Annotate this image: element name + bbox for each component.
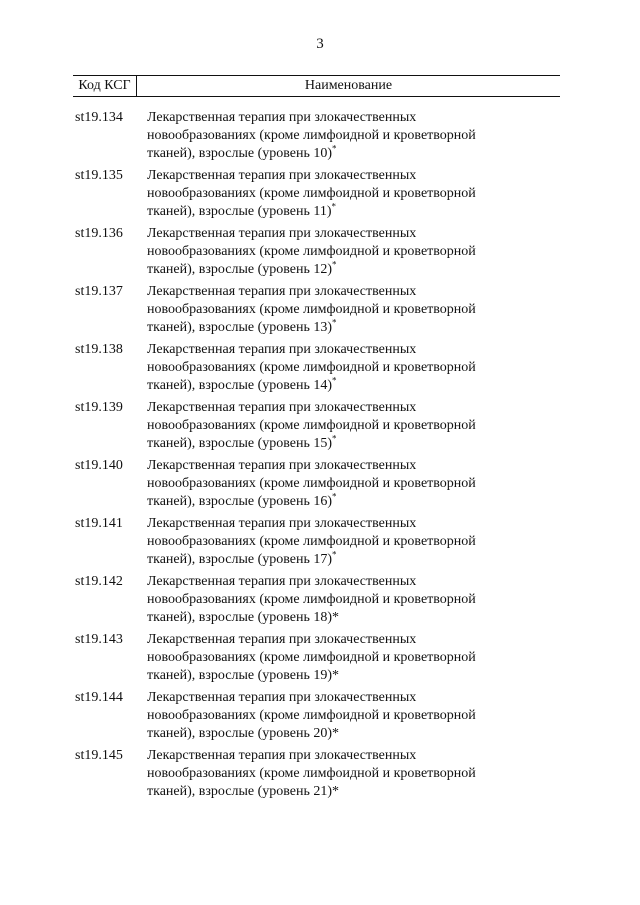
header-code: Код КСГ: [73, 76, 137, 96]
ksg-name-line: [147, 243, 537, 261]
ksg-name-text: тканей), взрослые (уровень 18): [147, 610, 333, 625]
ksg-name-text: новообразованиях (кроме лимфоидной и кроветворной: [147, 708, 476, 723]
footnote-mark: *: [332, 549, 337, 560]
table-row: [73, 167, 560, 225]
ksg-name-line: [147, 145, 537, 163]
ksg-name-text: Лекарственная терапия при злокачественных: [147, 400, 417, 415]
ksg-code: st19.145: [75, 748, 123, 763]
ksg-name-line: [147, 203, 537, 221]
ksg-name-line: [147, 399, 537, 417]
ksg-name-text: Лекарственная терапия при злокачественных: [147, 632, 417, 647]
table-row: [73, 399, 560, 457]
ksg-name-line: [147, 283, 537, 301]
table-row: [73, 689, 560, 747]
ksg-name: [147, 631, 537, 689]
ksg-name-text: Лекарственная терапия при злокачественных: [147, 110, 417, 125]
ksg-code: st19.143: [75, 632, 123, 647]
ksg-name-line: [147, 573, 537, 591]
ksg-code: st19.137: [75, 284, 123, 299]
ksg-name-text: тканей), взрослые (уровень 17): [147, 552, 333, 567]
footnote-mark: *: [332, 317, 337, 328]
ksg-name: [147, 747, 537, 805]
ksg-name-line: [147, 725, 537, 743]
ksg-name-line: [147, 417, 537, 435]
ksg-name-text: Лекарственная терапия при злокачественных: [147, 284, 417, 299]
ksg-name-line: [147, 301, 537, 319]
ksg-name-text: новообразованиях (кроме лимфоидной и кроветворной: [147, 244, 476, 259]
ksg-name-text: новообразованиях (кроме лимфоидной и кроветворной: [147, 128, 476, 143]
ksg-name: [147, 457, 537, 515]
footnote-mark: *: [332, 668, 340, 683]
table-row: [73, 283, 560, 341]
ksg-name-text: новообразованиях (кроме лимфоидной и кроветворной: [147, 534, 476, 549]
ksg-name-text: тканей), взрослые (уровень 19): [147, 668, 333, 683]
ksg-name-line: [147, 435, 537, 453]
table-row: [73, 109, 560, 167]
ksg-name-text: новообразованиях (кроме лимфоидной и кроветворной: [147, 766, 476, 781]
ksg-name-text: тканей), взрослые (уровень 16): [147, 494, 333, 509]
footnote-mark: *: [332, 726, 340, 741]
ksg-name-line: [147, 631, 537, 649]
footnote-mark: *: [332, 491, 337, 502]
ksg-name-text: тканей), взрослые (уровень 21): [147, 784, 333, 799]
ksg-name-text: новообразованиях (кроме лимфоидной и кроветворной: [147, 650, 476, 665]
ksg-name: [147, 225, 537, 283]
ksg-name-text: Лекарственная терапия при злокачественных: [147, 168, 417, 183]
ksg-name-line: [147, 747, 537, 765]
ksg-name-line: [147, 783, 537, 801]
ksg-name: [147, 167, 537, 225]
ksg-name-line: [147, 475, 537, 493]
footnote-mark: *: [332, 375, 337, 386]
footnote-mark: *: [332, 610, 340, 625]
ksg-name-text: новообразованиях (кроме лимфоидной и кроветворной: [147, 418, 476, 433]
ksg-name: [147, 689, 537, 747]
table-row: [73, 747, 560, 805]
ksg-name-text: Лекарственная терапия при злокачественных: [147, 226, 417, 241]
ksg-name-text: тканей), взрослые (уровень 10): [147, 146, 333, 161]
footnote-mark: *: [332, 143, 337, 154]
table-row: [73, 573, 560, 631]
ksg-name-text: новообразованиях (кроме лимфоидной и кроветворной: [147, 360, 476, 375]
ksg-name-text: Лекарственная терапия при злокачественных: [147, 690, 417, 705]
ksg-name-line: [147, 689, 537, 707]
ksg-code: st19.136: [75, 226, 123, 241]
table-row: [73, 225, 560, 283]
ksg-name-line: [147, 591, 537, 609]
ksg-name-line: [147, 185, 537, 203]
ksg-name-text: тканей), взрослые (уровень 15): [147, 436, 333, 451]
ksg-name-line: [147, 457, 537, 475]
ksg-name-line: [147, 515, 537, 533]
ksg-name-line: [147, 533, 537, 551]
ksg-name-line: [147, 667, 537, 685]
ksg-name-text: Лекарственная терапия при злокачественных: [147, 574, 417, 589]
ksg-name-line: [147, 319, 537, 337]
ksg-name-line: [147, 341, 537, 359]
ksg-name-line: [147, 707, 537, 725]
ksg-code: st19.142: [75, 574, 123, 589]
ksg-name-text: новообразованиях (кроме лимфоидной и кроветворной: [147, 476, 476, 491]
ksg-name-line: [147, 551, 537, 569]
page-number: 3: [316, 36, 324, 52]
ksg-code: st19.144: [75, 690, 123, 705]
footnote-mark: *: [331, 201, 337, 212]
ksg-name-line: [147, 167, 537, 185]
ksg-name-text: тканей), взрослые (уровень 11): [147, 204, 332, 219]
footnote-mark: *: [332, 259, 337, 270]
ksg-name: [147, 341, 537, 399]
ksg-name-line: [147, 377, 537, 395]
ksg-name-line: [147, 359, 537, 377]
ksg-name: [147, 399, 537, 457]
ksg-name-text: Лекарственная терапия при злокачественных: [147, 516, 417, 531]
table-row: [73, 515, 560, 573]
table-row: [73, 341, 560, 399]
ksg-name-text: Лекарственная терапия при злокачественных: [147, 342, 417, 357]
ksg-name-line: [147, 127, 537, 145]
ksg-name-text: Лекарственная терапия при злокачественных: [147, 748, 417, 763]
ksg-name-text: Лекарственная терапия при злокачественных: [147, 458, 417, 473]
footnote-mark: *: [332, 433, 337, 444]
table-body: [73, 109, 560, 805]
ksg-name-text: тканей), взрослые (уровень 12): [147, 262, 333, 277]
ksg-code: st19.134: [75, 110, 123, 125]
ksg-name: [147, 283, 537, 341]
ksg-name-line: [147, 609, 537, 627]
ksg-code: st19.139: [75, 400, 123, 415]
ksg-name: [147, 573, 537, 631]
ksg-name-text: тканей), взрослые (уровень 14): [147, 378, 333, 393]
ksg-name-text: новообразованиях (кроме лимфоидной и кроветворной: [147, 186, 476, 201]
ksg-name: [147, 515, 537, 573]
footnote-mark: *: [332, 784, 340, 799]
ksg-code: st19.135: [75, 168, 123, 183]
ksg-name-line: [147, 493, 537, 511]
ksg-code: st19.140: [75, 458, 123, 473]
ksg-name-text: тканей), взрослые (уровень 13): [147, 320, 333, 335]
ksg-name-line: [147, 261, 537, 279]
ksg-code: st19.138: [75, 342, 123, 357]
ksg-name-line: [147, 649, 537, 667]
ksg-name: [147, 109, 537, 167]
ksg-name-text: новообразованиях (кроме лимфоидной и кроветворной: [147, 592, 476, 607]
ksg-name-text: новообразованиях (кроме лимфоидной и кроветворной: [147, 302, 476, 317]
table-header: [73, 75, 560, 97]
ksg-name-text: тканей), взрослые (уровень 20): [147, 726, 333, 741]
ksg-name-line: [147, 109, 537, 127]
ksg-code: st19.141: [75, 516, 123, 531]
table-row: [73, 631, 560, 689]
ksg-name-line: [147, 765, 537, 783]
ksg-name-line: [147, 225, 537, 243]
header-name: Наименование: [304, 78, 393, 93]
table-row: [73, 457, 560, 515]
